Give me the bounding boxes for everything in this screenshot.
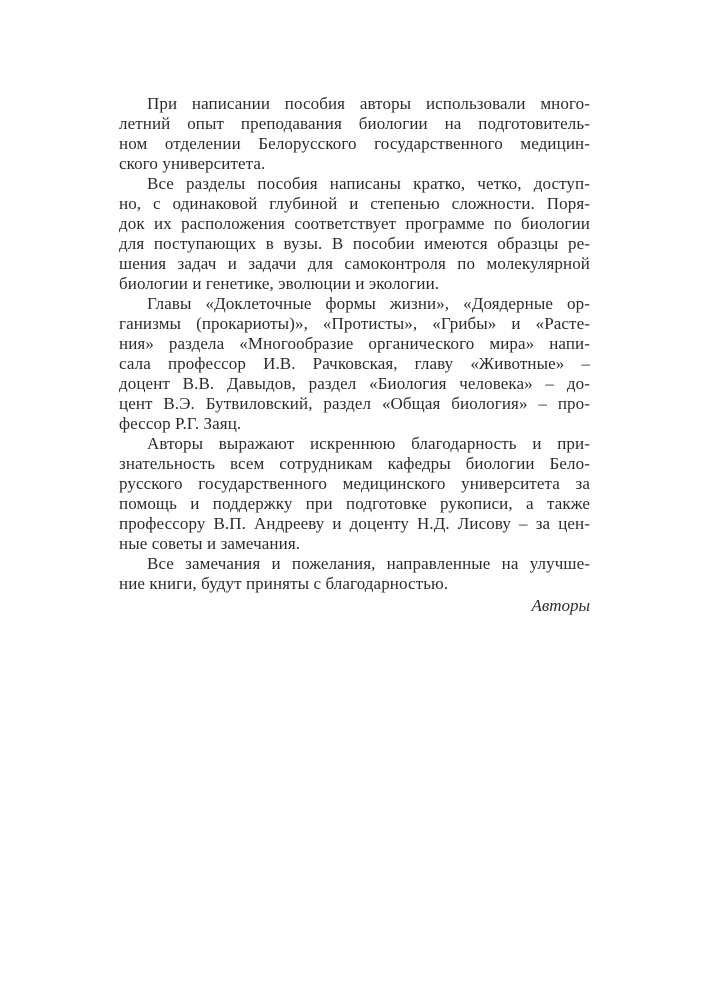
text-line: Авторы выражают искреннюю благодарность и при- xyxy=(147,434,590,453)
paragraph xyxy=(119,294,590,434)
text-line: ные советы и замечания. xyxy=(119,534,301,553)
text-line: Все разделы пособия написаны кратко, четко, доступ- xyxy=(147,174,590,193)
text-line: фессор Р.Г. Заяц. xyxy=(119,414,242,433)
text-line: ние книги, будут приняты с благодарностью. xyxy=(119,574,449,593)
paragraph xyxy=(119,554,590,594)
text-line: для поступающих в вузы. В пособии имеются образцы ре- xyxy=(119,234,590,253)
text-line: профессору В.П. Андрееву и доценту Н.Д. Лисову – за цен- xyxy=(119,514,590,533)
text-line: шения задач и задачи для самоконтроля по молекулярной xyxy=(119,254,590,273)
paragraph xyxy=(119,174,590,294)
preface-text-block xyxy=(119,94,590,594)
text-line: биологии и генетике, эволюции и экологии. xyxy=(119,274,440,293)
text-line: ганизмы (прокариоты)», «Протисты», «Грибы» и «Расте- xyxy=(119,314,590,333)
paragraph xyxy=(119,434,590,554)
authors-signature: Авторы xyxy=(531,596,590,615)
text-line: сала профессор И.В. Рачковская, главу «Животные» – xyxy=(119,354,590,373)
paragraph xyxy=(119,94,590,174)
text-line: Главы «Доклеточные формы жизни», «Доядерные ор- xyxy=(147,294,590,313)
text-line: док их расположения соответствует программе по биологии xyxy=(119,214,590,233)
text-line: При написании пособия авторы использовали много- xyxy=(147,94,590,113)
text-line: помощь и поддержку при подготовке рукописи, а также xyxy=(119,494,590,513)
text-line: русского государственного медицинского университета за xyxy=(119,474,590,493)
text-line: летний опыт преподавания биологии на подготовитель- xyxy=(119,114,590,133)
text-line: цент В.Э. Бутвиловский, раздел «Общая биология» – про- xyxy=(119,394,590,413)
text-line: Все замечания и пожелания, направленные на улучше- xyxy=(147,554,590,573)
text-line: ном отделении Белорусского государственного медицин- xyxy=(119,134,590,153)
text-line: знательность всем сотрудникам кафедры биологии Бело- xyxy=(119,454,590,473)
text-line: но, с одинаковой глубиной и степенью сложности. Поря- xyxy=(119,194,590,213)
text-line: доцент В.В. Давыдов, раздел «Биология человека» – до- xyxy=(119,374,590,393)
text-line: ния» раздела «Многообразие органического мира» напи- xyxy=(119,334,590,353)
text-line: ского университета. xyxy=(119,154,266,173)
